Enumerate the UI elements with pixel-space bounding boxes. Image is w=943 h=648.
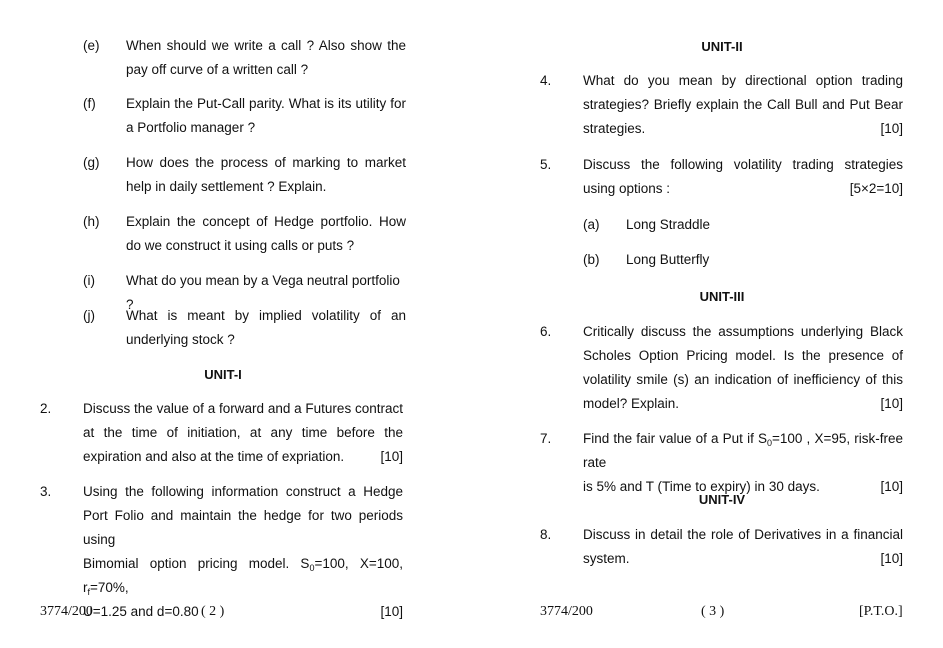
question-text <box>583 427 903 499</box>
question-number: 6. <box>540 324 552 339</box>
question-text <box>583 69 903 141</box>
option-label: (a) <box>583 217 600 232</box>
text-fragment: =100 , X=95, risk-free rate <box>583 431 903 470</box>
right-page <box>471 0 943 648</box>
subquestion-text: Explain the concept of Hedge portfolio. How do we construct it using calls or puts ? <box>126 214 406 253</box>
question-number: 4. <box>540 73 552 88</box>
unit-heading: UNIT-III <box>699 289 745 304</box>
pto-label: [P.T.O.] <box>859 604 903 619</box>
question-number: 5. <box>540 157 552 172</box>
question-body: Discuss the value of a forward and a Futures contract at the time of initiation, at any time before the expiration and also at the time of expriation. <box>83 401 403 464</box>
question-body: Discuss in detail the role of Derivatives in a financial system. <box>583 527 903 566</box>
unit-heading: UNIT-IV <box>698 492 746 507</box>
footer-code: 3774/200 <box>540 604 593 619</box>
subquestion-text: What do you mean by a Vega neutral portfolio ? <box>126 273 400 312</box>
option-text: Long Butterfly <box>626 252 710 267</box>
unit-heading: UNIT-II <box>701 39 743 54</box>
question-line <box>83 552 403 600</box>
subquestion-label: (g) <box>83 155 100 170</box>
text-fragment: Find the fair value of a Put if S <box>583 431 767 446</box>
subquestion-label: (i) <box>83 273 95 288</box>
question-line <box>583 427 903 475</box>
option-text: Long Straddle <box>626 217 711 232</box>
question-line: Using the following information construct a Hedge Port Folio and maintain the hedge for two periods using <box>83 484 403 547</box>
left-page <box>0 0 471 648</box>
option-label: (b) <box>583 252 600 267</box>
marks: [10] <box>380 449 403 464</box>
question-body: What do you mean by directional option trading strategies? Briefly explain the Call Bull and Put Bear strategies. <box>583 73 903 136</box>
subscript: 0 <box>309 563 315 573</box>
question-number: 3. <box>40 484 52 499</box>
question-text <box>583 320 903 416</box>
text-fragment: =100, X=100, r <box>83 556 403 595</box>
footer-code: 3774/200 <box>40 604 93 619</box>
subquestion-text: When should we write a call ? Also show the pay off curve of a written call ? <box>126 38 406 77</box>
subscript: f <box>87 587 91 597</box>
question-body: Critically discuss the assumptions underlying Black Scholes Option Pricing model. Is the presence of volatility smile (s) an indication of inefficiency of this model? Explain. <box>583 324 903 411</box>
subquestion-text: How does the process of marking to market help in daily settlement ? Explain. <box>126 155 406 194</box>
subquestion-label: (j) <box>83 308 95 323</box>
question-number: 8. <box>540 527 552 542</box>
subquestion-label: (e) <box>83 38 100 53</box>
text-fragment: Bimomial option pricing model. S <box>83 556 310 571</box>
subquestion-text: What is meant by implied volatility of an underlying stock ? <box>126 308 406 347</box>
page-number: ( 2 ) <box>201 604 225 619</box>
marks: [10] <box>880 479 903 494</box>
question-number: 2. <box>40 401 52 416</box>
question-text <box>83 480 403 624</box>
question-text <box>583 523 903 571</box>
question-line <box>83 600 403 624</box>
subscript: 0 <box>766 438 772 448</box>
text-fragment: is 5% and T (Time to expiry) in 30 days. <box>583 479 820 494</box>
subquestion-text: Explain the Put-Call parity. What is its utility for a Portfolio manager ? <box>126 96 406 135</box>
text-fragment: U=1.25 and d=0.80 <box>83 604 199 619</box>
subquestion-label: (h) <box>83 214 100 229</box>
subquestion-label: (f) <box>83 96 96 111</box>
page-number: ( 3 ) <box>701 604 725 619</box>
marks: [10] <box>880 121 903 136</box>
question-text <box>583 153 903 201</box>
question-body: Discuss the following volatility trading strategies using options : <box>583 157 903 196</box>
marks: [5×2=10] <box>849 181 903 196</box>
marks: [10] <box>880 396 903 411</box>
marks: [10] <box>380 604 403 619</box>
text-fragment: =70%, <box>90 580 129 595</box>
question-number: 7. <box>540 431 552 446</box>
question-text <box>83 397 403 469</box>
marks: [10] <box>880 551 903 566</box>
unit-heading: UNIT-I <box>204 367 242 382</box>
